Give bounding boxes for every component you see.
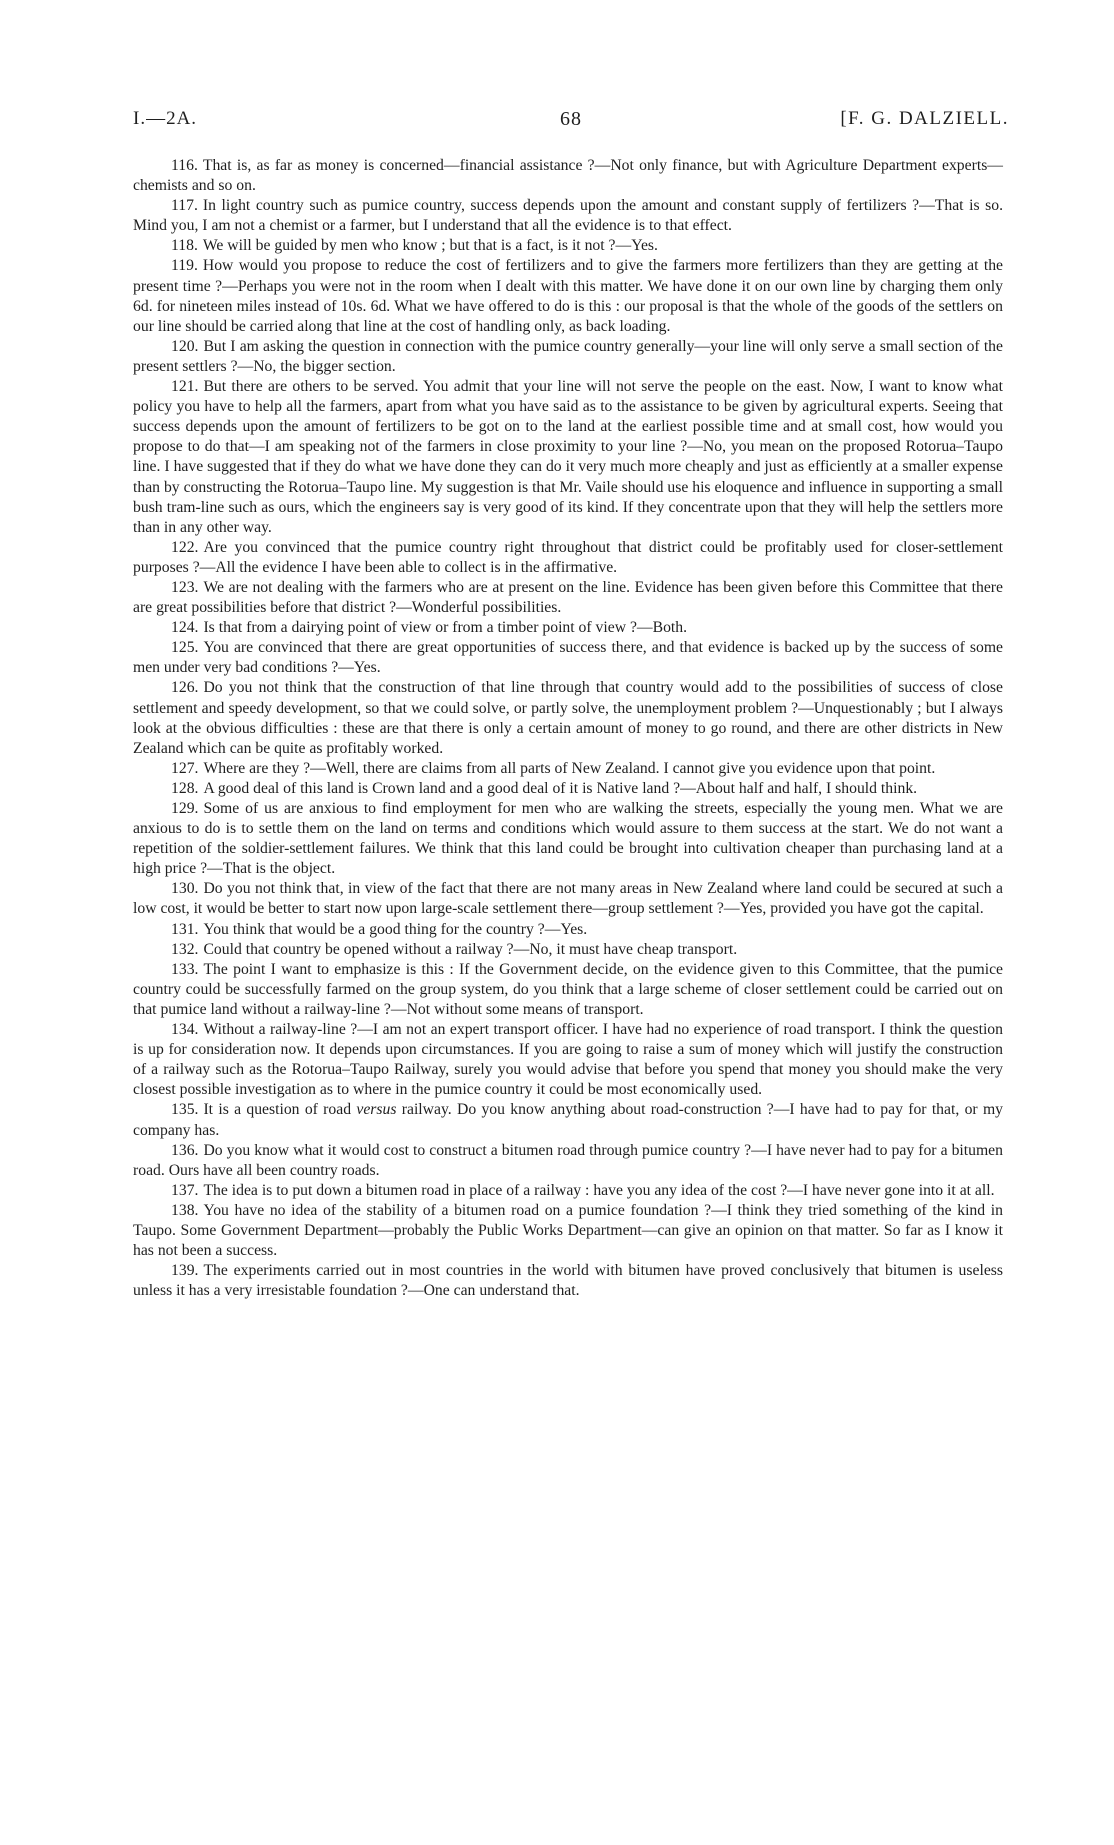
paragraph	[133, 236, 1003, 256]
paragraph-number: 136.	[171, 1141, 199, 1159]
witness-name: [F. G. DALZIELL.	[840, 108, 1009, 129]
paragraph	[133, 779, 1003, 799]
paragraph	[133, 156, 1003, 196]
page-number: 68	[560, 108, 582, 130]
paragraph-number: 122.	[171, 538, 199, 556]
paragraph-text: You think that would be a good thing for the country ?—Yes.	[203, 920, 588, 938]
paragraph-number: 133.	[171, 960, 199, 978]
paragraph-number: 130.	[171, 880, 199, 898]
paragraph-number: 117.	[171, 197, 198, 215]
paragraph-text: A good deal of this land is Crown land and a good deal of it is Native land ?—About half and half, I should think.	[203, 779, 918, 797]
paragraph-text: You have no idea of the stability of a bitumen road on a pumice foundation ?—I think they tried something of the kind in Taupo. Some Government Department—probably the Public Works Department—can give an opinion on that matter. So far as I know it has not been a success.	[133, 1201, 1003, 1260]
paragraph-number: 135.	[171, 1101, 199, 1119]
paragraph-number: 121.	[171, 378, 199, 396]
paragraph-number: 126.	[171, 679, 199, 697]
document-body	[133, 156, 1003, 1301]
document-reference: I.—2A.	[133, 108, 198, 129]
paragraph	[133, 1100, 1003, 1140]
paragraph	[133, 538, 1003, 578]
paragraph-text: Are you convinced that the pumice country right throughout that district could be profitably used for closer-settlement purposes ?—All the evidence I have been able to collect is in the affirmative.	[133, 538, 1003, 576]
paragraph	[133, 920, 1003, 940]
page-header	[133, 108, 1009, 138]
paragraph	[133, 799, 1003, 879]
paragraph-text: In light country such as pumice country, success depends upon the amount and constant supply of fertilizers ?—That is so. Mind you, I am not a chemist or a farmer, but I understand that all the evidence is to that effect.	[133, 197, 1003, 235]
paragraph	[133, 1141, 1003, 1181]
paragraph-text: It is a question of road versus railway. Do you know anything about road-construction ?—I have had to pay for that, or my company has.	[133, 1101, 1003, 1139]
paragraph	[133, 337, 1003, 377]
paragraph-text: Do you not think that, in view of the fact that there are not many areas in New Zealand where land could be secured at such a low cost, it would be better to start now upon large-scale settlement there—group settlement ?—Yes, provided you have got the capital.	[133, 880, 1003, 918]
paragraph-number: 127.	[171, 759, 199, 777]
paragraph-text: Do you not think that the construction of that line through that country would add to the possibilities of success of close settlement and speedy development, so that we could solve, or partly solve, the unemployment problem ?—Unquestionably ; but I always look at the obvious difficulties : these are that there is only a certain amount of money to go round, and there are other districts in New Zealand which can be quite as profitably worked.	[133, 679, 1003, 757]
paragraph	[133, 1020, 1003, 1100]
paragraph	[133, 256, 1003, 336]
paragraph-text: Is that from a dairying point of view or from a timber point of view ?—Both.	[203, 619, 688, 637]
paragraph-text: Some of us are anxious to find employment for men who are walking the streets, especially the young men. What we are anxious to do is to settle them on the land on terms and conditions which would assure to them success at the start. We do not want a repetition of the soldier-settlement failures. We think that this land could be brought into cultivation cheaper than purchasing land at a high price ?—That is the object.	[133, 800, 1003, 878]
paragraph-number: 119.	[171, 257, 198, 275]
paragraph-number: 131.	[171, 920, 199, 938]
paragraph-text: But there are others to be served. You admit that your line will not serve the people on the east. Now, I want to know what policy you have to help all the farmers, apart from what you have said as to the assistance to be given by agricultural experts. Seeing that success depends upon the amount of fertilizers to be got on to the land at the earliest possible time and at small cost, how would you propose to do that—I am speaking not of the farmers in close proximity to your line ?—No, you mean on the proposed Rotorua–Taupo line. I have suggested that if they do what we have done they can do it very much more cheaply and just as efficiently at a smaller expense than by constructing the Rotorua–Taupo line. My suggestion is that Mr. Vaile should use his eloquence and influence in supporting a small bush tram-line such as ours, which the engineers say is very good of its kind. If they concentrate upon that they will help the settlers more than in any other way.	[133, 378, 1003, 536]
paragraph-text: The experiments carried out in most countries in the world with bitumen have proved conclusively that bitumen is useless unless it has a very irresistable foundation ?—One can understand that.	[133, 1262, 1003, 1300]
paragraph	[133, 377, 1003, 538]
paragraph	[133, 940, 1003, 960]
paragraph	[133, 678, 1003, 758]
paragraph-number: 118.	[171, 237, 198, 255]
paragraph	[133, 879, 1003, 919]
paragraph-text: We will be guided by men who know ; but that is a fact, is it not ?—Yes.	[202, 237, 658, 255]
paragraph-number: 120.	[171, 337, 199, 355]
paragraph-text: The idea is to put down a bitumen road in place of a railway : have you any idea of the cost ?—I have never gone into it at all.	[203, 1181, 995, 1199]
paragraph-text: We are not dealing with the farmers who are at present on the line. Evidence has been given before this Committee that there are great possibilities before that district ?—Wonderful possibilities.	[133, 578, 1003, 617]
paragraph-text: The point I want to emphasize is this : If the Government decide, on the evidence given to this Committee, that the pumice country could be successfully farmed on the group system, do you think that a large scheme of closer settlement could be carried out on that pumice land without a railway-line ?—Not without some means of transport.	[133, 960, 1003, 1018]
paragraph-number: 139.	[171, 1262, 199, 1280]
paragraph	[133, 759, 1003, 779]
paragraph-text: Do you know what it would cost to construct a bitumen road through pumice country ?—I have never had to pay for a bitumen road. Ours have all been country roads.	[133, 1141, 1003, 1179]
paragraph	[133, 578, 1003, 618]
paragraph	[133, 196, 1003, 236]
paragraph	[133, 618, 1003, 638]
paragraph-text: You are convinced that there are great opportunities of success there, and that evidence is backed up by the success of some men under very bad conditions ?—Yes.	[133, 639, 1003, 677]
paragraph-number: 124.	[171, 619, 199, 637]
paragraph-number: 134.	[171, 1021, 199, 1039]
paragraph-number: 138.	[171, 1201, 199, 1219]
paragraph-number: 137.	[171, 1181, 199, 1199]
paragraph-text: How would you propose to reduce the cost of fertilizers and to give the farmers more fertilizers than they are getting at the present time ?—Perhaps you were not in the room when I dealt with this matter. We have done it on our own line by charging them only 6d. for nineteen miles instead of 10s. 6d. What we have offered to do is this : our proposal is that the whole of the goods of the settlers on our line should be carried along that line at the cost of handling only, as back loading.	[133, 257, 1003, 335]
paragraph	[133, 960, 1003, 1020]
paragraph-number: 129.	[171, 800, 199, 817]
paragraph-number: 123.	[171, 578, 199, 596]
paragraph	[133, 1261, 1003, 1301]
paragraph-text: That is, as far as money is concerned—financial assistance ?—Not only finance, but with Agriculture Department experts—chemists and so on.	[133, 157, 1003, 195]
paragraph-text: Could that country be opened without a railway ?—No, it must have cheap transport.	[203, 940, 738, 958]
paragraph-number: 116.	[171, 157, 198, 174]
paragraph	[133, 1181, 1003, 1201]
paragraph-text: Where are they ?—Well, there are claims from all parts of New Zealand. I cannot give you evidence upon that point.	[203, 759, 936, 777]
paragraph-number: 125.	[171, 639, 199, 657]
paragraph-text: But I am asking the question in connection with the pumice country generally—your line will only serve a small section of the present settlers ?—No, the bigger section.	[133, 337, 1003, 375]
paragraph	[133, 638, 1003, 678]
paragraph-number: 132.	[171, 940, 199, 958]
paragraph-number: 128.	[171, 779, 199, 797]
paragraph	[133, 1201, 1003, 1261]
paragraph-text: Without a railway-line ?—I am not an expert transport officer. I have had no experience of road transport. I think the question is up for consideration now. It depends upon circumstances. If you are going to raise a sum of money which will justify the construction of a railway such as the Rotorua–Taupo Railway, surely you would advise that before you spend that money you should make the very closest possible investigation as to where in the pumice country it could be most economically used.	[133, 1021, 1003, 1099]
